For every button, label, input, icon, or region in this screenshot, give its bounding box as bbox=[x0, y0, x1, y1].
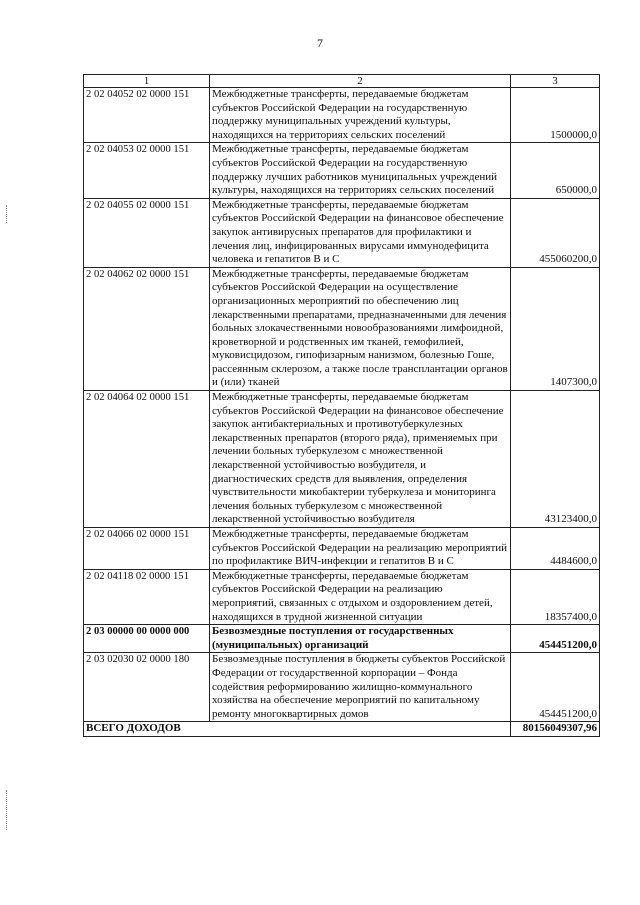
row-code: 2 03 00000 00 0000 000 bbox=[84, 625, 210, 653]
row-code: 2 02 04064 02 0000 151 bbox=[84, 391, 210, 528]
row-amount: 18357400,0 bbox=[511, 569, 600, 624]
table-header-row bbox=[84, 75, 600, 88]
row-description: Безвозмездные поступления в бюджеты субъектов Российской Федерации от государственной корпорации – Фонда содействия реформированию жилищно-коммунального хозяйства на обеспечение мероприятий по капитальному ремонту многоквартирных домов bbox=[210, 653, 511, 722]
row-code: 2 02 04062 02 0000 151 bbox=[84, 267, 210, 390]
row-description: Межбюджетные трансферты, передаваемые бюджетам субъектов Российской Федерации на реализацию мероприятий по профилактике ВИЧ-инфекции и гепатитов В и С bbox=[210, 528, 511, 570]
row-description: Межбюджетные трансферты, передаваемые бюджетам субъектов Российской Федерации на финансовое обеспечение закупок антивирусных препаратов для профилактики и лечения лиц, инфицированных вирусами иммунодефицита человека и гепатитов В и С bbox=[210, 198, 511, 267]
page-number: 7 bbox=[317, 36, 323, 50]
row-description: Межбюджетные трансферты, передаваемые бюджетам субъектов Российской Федерации на реализацию мероприятий, связанных с отдыхом и оздоровлением детей, находящихся в трудной жизненной ситуации bbox=[210, 569, 511, 624]
table-row bbox=[84, 528, 600, 570]
margin-mark bbox=[6, 790, 9, 830]
table-row bbox=[84, 391, 600, 528]
table-row bbox=[84, 143, 600, 198]
row-code: 2 02 04053 02 0000 151 bbox=[84, 143, 210, 198]
row-amount: 454451200,0 bbox=[511, 625, 600, 653]
column-header-3: 3 bbox=[511, 75, 600, 88]
row-amount: 454451200,0 bbox=[511, 653, 600, 722]
column-header-2: 2 bbox=[210, 75, 511, 88]
row-description: Безвозмездные поступления от государственных (муниципальных) организаций bbox=[210, 625, 511, 653]
table-row bbox=[84, 198, 600, 267]
row-amount: 43123400,0 bbox=[511, 391, 600, 528]
table-row-section bbox=[84, 625, 600, 653]
table-row bbox=[84, 569, 600, 624]
row-code: 2 02 04118 02 0000 151 bbox=[84, 569, 210, 624]
row-code: 2 02 04055 02 0000 151 bbox=[84, 198, 210, 267]
row-code: 2 02 04066 02 0000 151 bbox=[84, 528, 210, 570]
margin-mark bbox=[6, 205, 9, 223]
table-row bbox=[84, 653, 600, 722]
row-amount: 650000,0 bbox=[511, 143, 600, 198]
row-amount: 4484600,0 bbox=[511, 528, 600, 570]
row-description: Межбюджетные трансферты, передаваемые бюджетам субъектов Российской Федерации на государственную поддержку лучших работников муниципальных учреждений культуры, находящихся на территориях сельских поселений bbox=[210, 143, 511, 198]
row-amount: 1500000,0 bbox=[511, 88, 600, 143]
row-amount: 1407300,0 bbox=[511, 267, 600, 390]
revenue-table bbox=[83, 74, 600, 737]
row-code: 2 03 02030 02 0000 180 bbox=[84, 653, 210, 722]
total-label: ВСЕГО ДОХОДОВ bbox=[84, 722, 511, 737]
row-code: 2 02 04052 02 0000 151 bbox=[84, 88, 210, 143]
column-header-1: 1 bbox=[84, 75, 210, 88]
row-description: Межбюджетные трансферты, передаваемые бюджетам субъектов Российской Федерации на осуществление организационных мероприятий по обеспечению лиц лекарственными препаратами, предназначенными для лечения больных злокачественными новообразованиями лимфоидной, кроветворной и родственных им тканей, гемофилией, муковисцидозом, гипофизарным нанизмом, болезнью Гоше, рассеянным склерозом, а также после трансплантации органов и (или) тканей bbox=[210, 267, 511, 390]
row-description: Межбюджетные трансферты, передаваемые бюджетам субъектов Российской Федерации на финансовое обеспечение закупок антибактериальных и противотуберкулезных лекарственных препаратов (второго ряда), применяемых при лечении больных туберкулезом с множественной лекарственной устойчивостью возбудителя, и диагностических средств для выявления, определения чувствительности микобактерии туберкулеза и мониторинга лечения больных туберкулезом с множественной лекарственной устойчивостью возбудителя bbox=[210, 391, 511, 528]
row-description: Межбюджетные трансферты, передаваемые бюджетам субъектов Российской Федерации на государственную поддержку муниципальных учреждений культуры, находящихся на территориях сельских поселений bbox=[210, 88, 511, 143]
row-amount: 455060200,0 bbox=[511, 198, 600, 267]
total-amount: 80156049307,96 bbox=[511, 722, 600, 737]
total-row bbox=[84, 722, 600, 737]
table-row bbox=[84, 88, 600, 143]
table-row bbox=[84, 267, 600, 390]
